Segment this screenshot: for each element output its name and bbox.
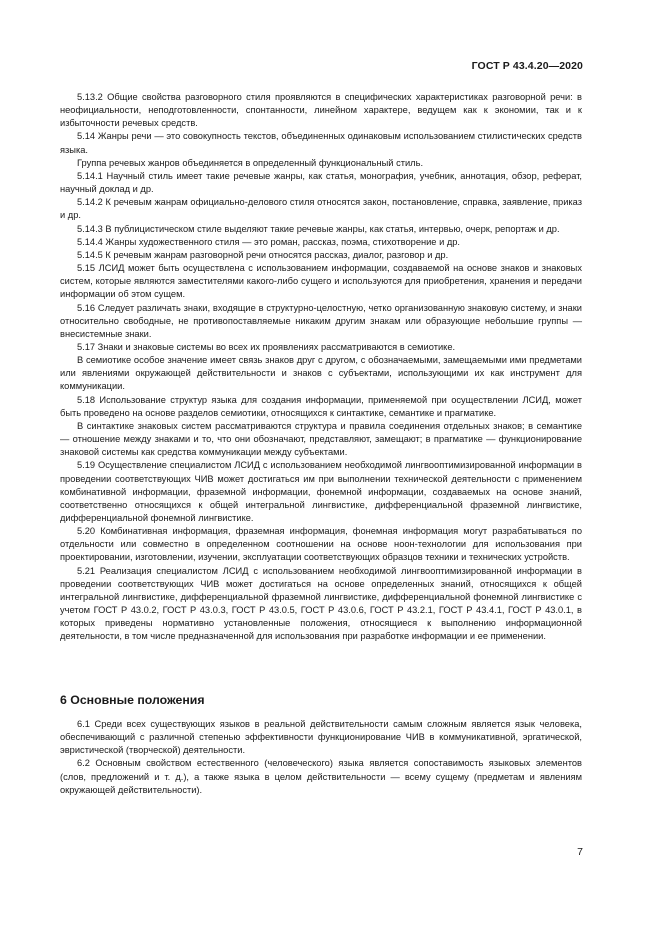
paragraph-5-14-4: 5.14.4 Жанры художественного стиля — это роман, рассказ, поэма, стихотворение и др.: [77, 236, 461, 247]
body-text-section-6: [60, 718, 582, 797]
paragraph-5-18-syntactics: В синтактике знаковых систем рассматриваются структура и правила соединения отдельных знаков; в семантике — отношение между знаками и то, что они обозначают, представляют, замещают; в прагматике — функционирование знаковой системы как средства коммуникации между субъектами.: [60, 420, 582, 458]
paragraph-5-14-group: Группа речевых жанров объединяется в определенный функциональный стиль.: [77, 157, 424, 168]
paragraph-5-14-3: 5.14.3 В публицистическом стиле выделяют такие речевые жанры, как статья, интервью, очерк, репортаж и др.: [77, 223, 560, 234]
page-number: 7: [577, 846, 583, 858]
paragraph-5-21: 5.21 Реализация специалистом ЛСИД с использованием необходимой лингвооптимизированной информации в проведении соответствующих ЧИВ может достигаться на основе определенных знаний, относящихся к общей интегральной лингвистике, дифференциальной фраземной лингвистике, дифференциальной фонемной лингвистике с учетом ГОСТ Р 43.0.2, ГОСТ Р 43.0.3, ГОСТ Р 43.0.5, ГОСТ Р 43.0.6, ГОСТ Р 43.2.1, ГОСТ Р 43.4.1, ГОСТ Р 43.0.1, в которых приведены нормативно установленные положения, относящиеся к выполнению информационной деятельности, в том числе предназначенной для использования при разработке информации и ее применении.: [60, 565, 582, 642]
section-6-heading: 6 Основные положения: [60, 693, 205, 707]
paragraph-5-19: 5.19 Осуществление специалистом ЛСИД с использованием необходимой лингвооптимизированной информации в проведении соответствующих ЧИВ может достигаться им при выполнении технической деятельности с применением комбинативной информации, фраземной информации, фонемной информации, создаваемых на основе знаний, соответственно относящихся к общей интегральной лингвистике, дифференциальной фраземной лингвистике, дифференциальной фонемной лингвистике.: [60, 460, 582, 523]
paragraph-5-15: 5.15 ЛСИД может быть осуществлена с использованием информации, создаваемой на основе знаков и знаковых систем, которые являются заместителями какого-либо сущего и используются для приобретения, хранения и передачи информации об этом сущем.: [60, 263, 582, 300]
paragraph-5-14: 5.14 Жанры речи — это совокупность текстов, объединенных одинаковым использованием стилистических средств языка.: [60, 131, 582, 155]
paragraph-5-17: 5.17 Знаки и знаковые системы во всех их проявлениях рассматриваются в семиотике.: [77, 341, 456, 352]
paragraph-6-2: 6.2 Основным свойством естественного (человеческого) языка является сопоставимость языковых элементов (слов, предложений и т. д.), а также языка в целом действительности — всему сущему (предметам и явлениям окружающей действительности).: [60, 758, 582, 795]
paragraph-5-13-2: 5.13.2 Общие свойства разговорного стиля проявляются в специфических характеристиках разговорной речи: в неофициальности, неподготовленности, спонтанности, линейном характере, ведущем как к экономии, так и к избыточности речевых средств.: [60, 92, 582, 129]
paragraph-5-14-5: 5.14.5 К речевым жанрам разговорной речи относятся рассказ, диалог, разговор и др.: [77, 249, 449, 260]
paragraph-5-20: 5.20 Комбинативная информация, фраземная информация, фонемная информация могут разрабатываться по отдельности или совместно в определенном соотношении на основе ноон-технологии для использования при проектировании, изготовлении, изучении, эксплуатации соответствующих образцов техники и технических устройств.: [60, 526, 582, 563]
paragraph-5-16: 5.16 Следует различать знаки, входящие в структурно-целостную, четко организованную знаковую систему, и знаки относительно свободные, не противопоставляемые никаким другим знакам или образующие небольшие группы — внесистемные знаки.: [60, 302, 582, 339]
paragraph-5-14-2: 5.14.2 К речевым жанрам официально-делового стиля относятся закон, постановление, справка, заявление, приказ и др.: [60, 197, 582, 221]
paragraph-5-14-1: 5.14.1 Научный стиль имеет такие речевые жанры, как статья, монография, учебник, аннотация, обзор, реферат, научный доклад и др.: [60, 170, 582, 195]
document-code-header: ГОСТ Р 43.4.20—2020: [471, 60, 583, 72]
paragraph-5-17-semiotics: В семиотике особое значение имеет связь знаков друг с другом, с обозначаемыми, замещаемыми ими предметами или явлениями окружающей действительности и знаков с субъектами, использующими их как инструмент для коммуникации.: [60, 355, 582, 392]
body-text-section-5: [60, 91, 582, 644]
paragraph-6-1: 6.1 Среди всех существующих языков в реальной действительности самым сложным является язык человека, обеспечивающий с различной степенью эффективности функционирование ЧИВ в коммуникативной, эргатической, эвристической (творческой) деятельности.: [60, 719, 582, 756]
paragraph-5-18: 5.18 Использование структур языка для создания информации, применяемой при осуществлении ЛСИД, может быть проведено на основе разделов семиотики, относящихся к синтактике, семантике и прагматике.: [60, 394, 582, 418]
